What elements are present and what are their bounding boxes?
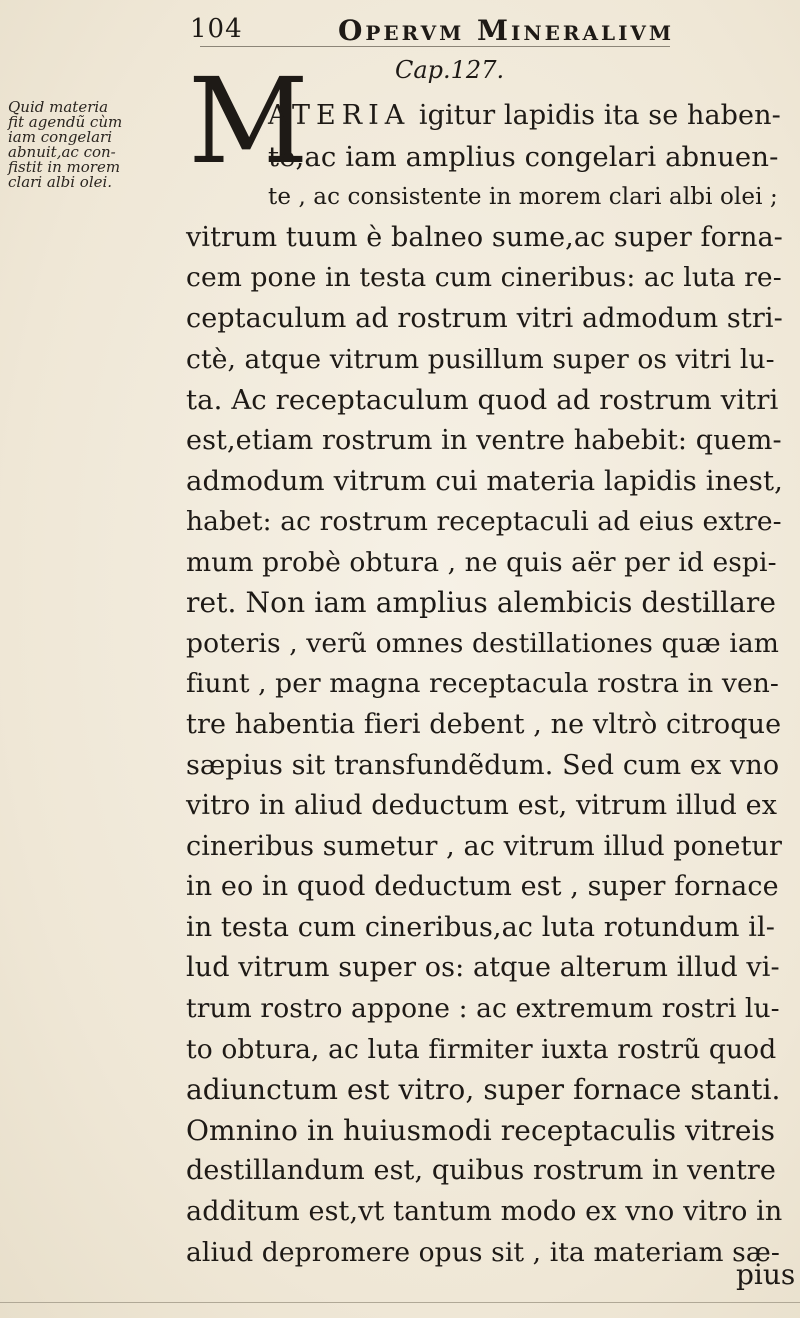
text-line: habet: ac rostrum receptaculi ad eius extre- [186,505,782,537]
text-line: vitro in aliud deductum est, vitrum illud ex [186,790,778,822]
text-line: lud vitrum super os: atque alterum illud vi- [186,952,780,984]
text-line: vitrum tuum è balneo sume,ac super forna- [186,221,783,253]
text-line: to obtura, ac luta firmiter iuxta rostrũ quod [186,1033,777,1065]
running-title: Opervm Mineralivm [338,14,675,47]
marginal-note [8,100,186,190]
page-number: 104 [190,14,243,44]
text-line: mum probè obtura , ne quis aër per id espi- [186,546,777,578]
text-line: ceptaculum ad rostrum vitri admodum stri- [186,302,783,334]
marginal-note-line: abnuit,ac con- [8,143,116,161]
text-line: admodum vitrum cui materia lapidis inest, [186,465,783,498]
text-line: cem pone in testa cum cineribus: ac luta re- [186,262,782,294]
text-line: adiunctum est vitro, super fornace stanti. [186,1073,781,1107]
marginal-note-line: clari albi olei. [8,173,113,191]
text-line: ctè, atque vitrum pusillum super os vitri lu- [186,343,775,375]
drop-cap: M [188,52,309,190]
text-line: fiunt , per magna receptacula rostra in ven- [186,668,779,700]
marginal-note-line: fistit in morem [8,158,121,176]
opening-word: ATERIA [268,100,411,131]
chapter-heading: Cap.127. [395,56,505,84]
body-text [186,96,783,1273]
text-line: Omnino in huiusmodi receptaculis vitreis [186,1113,776,1147]
text-line: ta. Ac receptaculum quod ad rostrum vitri [186,384,779,417]
marginal-note-line: iam congelari [8,128,113,146]
page-edge-rule [0,1302,800,1303]
text-line: te , ac consistente in morem clari albi olei ; [268,184,778,211]
text-line: cineribus sumetur , ac vitrum illud ponetur [186,830,783,862]
text-line: in testa cum cineribus,ac luta rotundum il- [186,911,775,943]
marginal-note-line: Quid materia [8,98,109,116]
text-line: trum rostro appone : ac extremum rostri lu- [186,993,780,1025]
text-line: additum est,vt tantum modo ex vno vitro in [186,1196,783,1228]
text-line: ret. Non iam amplius alembicis destillare [186,586,777,620]
text-line: tre habentia fieri debent , ne vltrò citroque [186,708,782,740]
marginal-note-line: fit agendũ cùm [8,113,123,131]
text-line: in eo in quod deductum est , super fornace [186,871,779,903]
text-line-rest: igitur lapidis ita se haben- [410,100,781,131]
header-rule [200,46,670,47]
text-line: sæpius sit transfundẽdum. Sed cum ex vno [186,749,780,781]
text-line: aliud depromere opus sit , ita materiam sæ- [186,1236,780,1268]
text-line [186,96,781,137]
text-line: est,etiam rostrum in ventre habebit: quem- [186,424,782,456]
catchword: pius [736,1258,796,1291]
text-line: destillandum est, quibus rostrum in ventre [186,1155,776,1187]
text-line: poteris , verũ omnes destillationes quæ iam [186,627,779,659]
text-line: te,ac iam amplius congelari abnuen- [268,140,779,173]
